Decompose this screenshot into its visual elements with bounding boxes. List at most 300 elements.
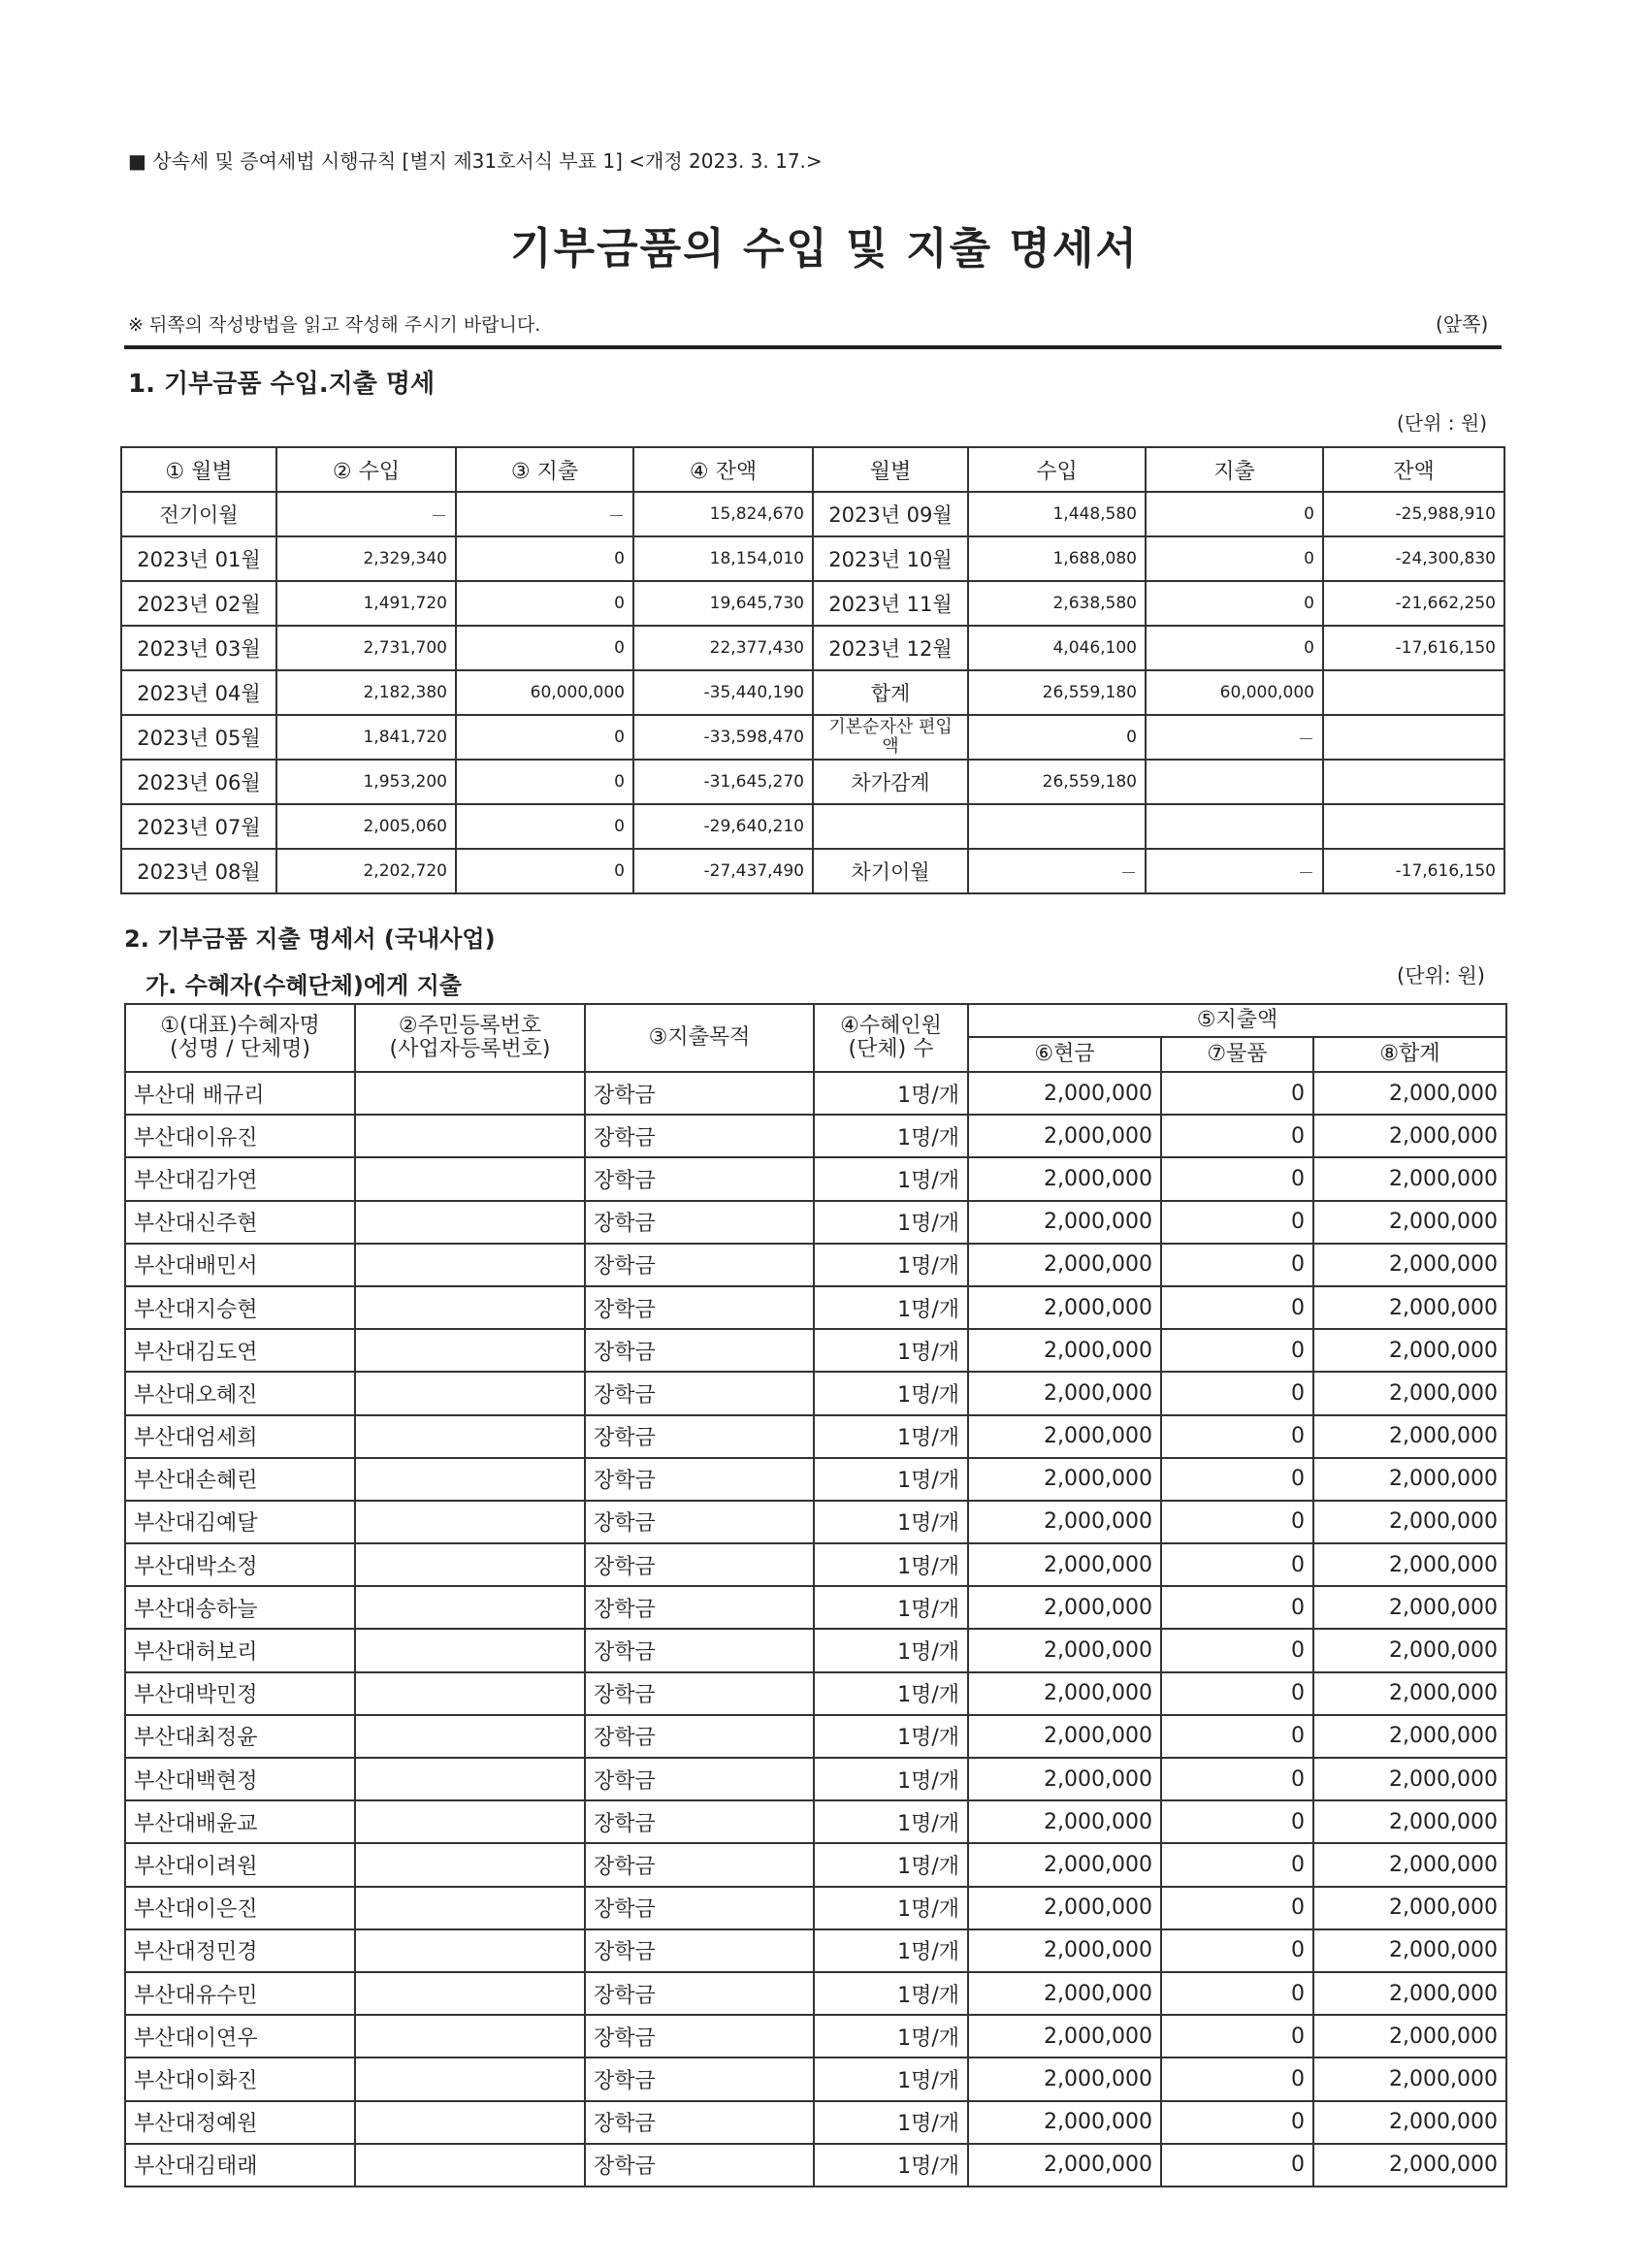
table-cell: 1명/개 [814,1758,968,1800]
table-cell: 22,377,430 [633,626,813,670]
table-row [125,1415,1506,1458]
table-row [125,1972,1506,2015]
table-cell: 2,000,000 [1313,1672,1506,1715]
table-cell: -17,616,150 [1323,626,1504,670]
table-cell: -29,640,210 [633,804,813,849]
table-cell: 장학금 [585,2101,814,2144]
table-cell: 1명/개 [814,1372,968,1414]
table-cell: 장학금 [585,1972,814,2015]
table-cell: 2,000,000 [968,1286,1161,1329]
table-cell: 2,182,380 [276,670,456,715]
table-row [125,1501,1506,1543]
table-cell: -21,662,250 [1323,581,1504,626]
table-cell [813,804,968,849]
table-cell [355,2144,585,2187]
table-cell: 2,000,000 [1313,1843,1506,1886]
table-cell [355,1543,585,1586]
table-cell: 2,000,000 [968,1972,1161,2015]
section2-title: 2. 기부금품 지출 명세서 (국내사업) [124,925,496,953]
table-cell: 2023년 03월 [121,626,276,670]
table-cell: 부산대신주현 [125,1201,355,1244]
table-cell: － [276,492,456,536]
table-cell: 장학금 [585,1115,814,1157]
table-cell: 2,000,000 [968,1929,1161,1972]
table-cell: 0 [1161,1372,1313,1414]
table-cell: 기본순자산 편입액 [813,715,968,760]
table-cell [355,1372,585,1414]
table-cell [355,1629,585,1671]
table-cell: 1명/개 [814,2101,968,2144]
table-cell: 2,000,000 [968,1543,1161,1586]
table-cell: 2,000,000 [1313,1715,1506,1758]
table-cell: 1명/개 [814,1415,968,1458]
table-cell [355,2057,585,2100]
column-header: ② 수입 [276,447,456,492]
table-cell: 0 [456,760,633,804]
table-cell: 부산대김예달 [125,1501,355,1543]
table-cell: 부산대이려원 [125,1843,355,1886]
column-header-amount: ⑤지출액 [968,1004,1506,1037]
table-cell: 60,000,000 [456,670,633,715]
table-cell: 1명/개 [814,1458,968,1501]
table-cell: 0 [1161,1929,1313,1972]
instruction-note: ※ 뒤쪽의 작성방법을 읽고 작성해 주시기 바랍니다. [128,314,541,336]
table-row [125,2144,1506,2187]
table-cell: 장학금 [585,1372,814,1414]
table-row [125,1715,1506,1758]
table-cell: 0 [1161,1329,1313,1372]
table-cell: 부산대오혜진 [125,1372,355,1414]
table-cell [1323,760,1504,804]
table-cell: 부산대손혜린 [125,1458,355,1501]
table-cell [1146,804,1323,849]
table-cell: 2,000,000 [1313,1286,1506,1329]
table-cell: 2023년 11월 [813,581,968,626]
table-row [121,626,1504,670]
table-cell [355,1972,585,2015]
table-cell: 부산대이유진 [125,1115,355,1157]
column-header: ④ 잔액 [633,447,813,492]
table-row [125,1244,1506,1286]
table-cell: 2,000,000 [968,1115,1161,1157]
table-cell: 0 [456,626,633,670]
table-cell: 1명/개 [814,2057,968,2100]
table-row [121,670,1504,715]
table-cell: 부산대이연우 [125,2015,355,2057]
table-cell: 1명/개 [814,1286,968,1329]
table-row [125,1201,1506,1244]
section2a-title: 가. 수혜자(수혜단체)에게 지출 [146,972,462,999]
column-header-recipient: ①(대표)수혜자명 (성명 / 단체명) [125,1004,355,1072]
table-cell: 0 [1161,1715,1313,1758]
table-cell: 2023년 06월 [121,760,276,804]
table-cell [355,1715,585,1758]
table-cell: 0 [1161,1586,1313,1629]
table-cell: 부산대배윤교 [125,1800,355,1843]
table-cell: 1명/개 [814,1843,968,1886]
table-cell [355,1586,585,1629]
table-cell: 1명/개 [814,1629,968,1671]
table-cell: － [1146,849,1323,893]
table-cell: 2,000,000 [1313,2144,1506,2187]
table-cell: 장학금 [585,2015,814,2057]
table-cell: 2,000,000 [1313,1329,1506,1372]
table-cell: 0 [1161,1286,1313,1329]
table-cell: 2,638,580 [968,581,1146,626]
table-cell: 0 [1161,1800,1313,1843]
table-cell: 2,000,000 [968,2015,1161,2057]
table-cell [355,2015,585,2057]
table-cell: 2023년 10월 [813,536,968,581]
table-cell: 2023년 01월 [121,536,276,581]
table-cell: － [456,492,633,536]
table-cell [355,1286,585,1329]
table-cell: 1,688,080 [968,536,1146,581]
table-row [121,581,1504,626]
table-cell: 2,202,720 [276,849,456,893]
section1-unit: (단위 : 원) [1397,411,1488,435]
recipient-expense-table [124,1003,1507,2187]
table-cell: 2,000,000 [1313,1201,1506,1244]
page-side-label: (앞쪽) [1436,312,1489,336]
table-row [125,1887,1506,1929]
table-cell: 1명/개 [814,1501,968,1543]
table-cell [1323,715,1504,760]
table-cell: 0 [1161,1501,1313,1543]
table-row [125,1286,1506,1329]
table-cell: 15,824,670 [633,492,813,536]
table-cell: 0 [456,804,633,849]
table-cell: 0 [968,715,1146,760]
table-cell: 부산대백현정 [125,1758,355,1800]
table-cell: 부산대이화진 [125,2057,355,2100]
table-cell: 19,645,730 [633,581,813,626]
table-cell: 2,000,000 [1313,1929,1506,1972]
table-cell: 2,000,000 [1313,1800,1506,1843]
table-cell: 2,000,000 [968,1800,1161,1843]
column-header: 지출 [1146,447,1323,492]
column-header-count: ④수혜인원 (단체) 수 [814,1004,968,1072]
table-row [125,1672,1506,1715]
table-cell: 4,046,100 [968,626,1146,670]
table-cell [355,1415,585,1458]
column-header-registration-number: ②주민등록번호 (사업자등록번호) [355,1004,585,1072]
table-cell: 0 [1146,492,1323,536]
table-cell: 1,448,580 [968,492,1146,536]
table-cell: 장학금 [585,1629,814,1671]
table-row [125,1157,1506,1200]
table-cell: 장학금 [585,1843,814,1886]
income-expense-table [120,446,1505,894]
column-header: ① 월별 [121,447,276,492]
table-cell: 부산대박민정 [125,1672,355,1715]
table-cell: 0 [1161,2015,1313,2057]
table-cell: 2,000,000 [1313,1972,1506,2015]
section2-unit: (단위: 원) [1397,964,1485,988]
column-header-total: ⑧합계 [1313,1037,1506,1072]
table-cell: 0 [1161,1458,1313,1501]
table-cell: -25,988,910 [1323,492,1504,536]
table-cell: 장학금 [585,1672,814,1715]
table-row [125,1329,1506,1372]
table-cell: 2,000,000 [1313,2057,1506,2100]
table-cell: 부산대엄세희 [125,1415,355,1458]
table-cell: 부산대이은진 [125,1887,355,1929]
table-cell: 2,000,000 [968,1157,1161,1200]
table-row [125,2015,1506,2057]
table-cell: 1명/개 [814,1329,968,1372]
table-cell: 2,000,000 [1313,1372,1506,1414]
table-cell: 2,000,000 [1313,1501,1506,1543]
table-cell: 2,000,000 [968,2057,1161,2100]
table-cell [355,1329,585,1372]
table-cell: 2,000,000 [1313,1458,1506,1501]
table-cell: 2,000,000 [1313,1115,1506,1157]
table-cell: 0 [1161,2101,1313,2144]
table-cell: 2,000,000 [968,1586,1161,1629]
table-cell: 1명/개 [814,1244,968,1286]
table-cell: 1명/개 [814,1887,968,1929]
column-header-goods: ⑦물품 [1161,1037,1313,1072]
table-cell: 장학금 [585,1286,814,1329]
table-cell [355,1672,585,1715]
table-cell: 2,000,000 [1313,1157,1506,1200]
table-cell: 0 [1146,536,1323,581]
table-cell: 2,000,000 [1313,2015,1506,2057]
table-cell: 부산대지승현 [125,1286,355,1329]
table-cell [355,1201,585,1244]
table-cell: 0 [1161,1887,1313,1929]
table-cell: 0 [456,536,633,581]
table-cell: 2,000,000 [968,1329,1161,1372]
table-cell: 2,000,000 [1313,1887,1506,1929]
table-cell: 장학금 [585,1329,814,1372]
table-cell: -24,300,830 [1323,536,1504,581]
table-cell: 2,000,000 [968,1501,1161,1543]
table-cell: 0 [1161,2057,1313,2100]
table-cell: 26,559,180 [968,670,1146,715]
table-cell: 부산대 배규리 [125,1072,355,1115]
table-cell: 2,000,000 [1313,1415,1506,1458]
table-cell: 부산대정민경 [125,1929,355,1972]
table-cell: 1명/개 [814,1800,968,1843]
table-cell: 0 [1161,1072,1313,1115]
table-row [121,849,1504,893]
table-cell: 2,329,340 [276,536,456,581]
table-cell: 2023년 07월 [121,804,276,849]
table-cell: 장학금 [585,1887,814,1929]
table-cell: 2023년 02월 [121,581,276,626]
table-cell: 2,000,000 [968,1458,1161,1501]
table-cell: 차기이월 [813,849,968,893]
section1-title: 1. 기부금품 수입.지출 명세 [128,370,436,399]
title-divider [124,345,1502,349]
table-cell: 2023년 09월 [813,492,968,536]
table-cell: 부산대송하늘 [125,1586,355,1629]
table-header-row [125,1004,1506,1037]
table-cell: 2,000,000 [968,1887,1161,1929]
table-row [125,1929,1506,1972]
table-header-row [121,447,1504,492]
table-cell: 2,000,000 [968,1072,1161,1115]
table-row [125,1629,1506,1671]
table-cell: 2,000,000 [1313,1543,1506,1586]
table-cell: -35,440,190 [633,670,813,715]
table-cell: 장학금 [585,1501,814,1543]
table-cell: 0 [1146,626,1323,670]
table-cell: 1명/개 [814,1672,968,1715]
table-cell: － [1146,715,1323,760]
table-cell: -33,598,470 [633,715,813,760]
table-cell: 0 [1161,1415,1313,1458]
table-cell: 2,000,000 [1313,1586,1506,1629]
table-row [125,1115,1506,1157]
table-cell: 2,000,000 [968,1672,1161,1715]
table-cell: 전기이월 [121,492,276,536]
table-cell: 0 [1161,1115,1313,1157]
table-cell: 장학금 [585,1415,814,1458]
table-cell: 2,000,000 [1313,1072,1506,1115]
table-cell: 1명/개 [814,1715,968,1758]
table-cell: -31,645,270 [633,760,813,804]
table-cell [1323,670,1504,715]
table-cell: 2,000,000 [968,1372,1161,1414]
table-row [121,492,1504,536]
table-cell [355,1501,585,1543]
table-cell [355,1458,585,1501]
table-cell: 18,154,010 [633,536,813,581]
column-header-cash: ⑥현금 [968,1037,1161,1072]
table-row [125,1758,1506,1800]
table-cell: 2,000,000 [968,1843,1161,1886]
table-cell: 장학금 [585,1929,814,1972]
form-reference-note: ■ 상속세 및 증여세법 시행규칙 [별지 제31호서식 부표 1] <개정 2023. 3. 17.> [128,149,823,173]
table-row [125,1543,1506,1586]
table-cell: 2,000,000 [968,2101,1161,2144]
table-cell [355,1800,585,1843]
table-cell [355,1072,585,1115]
table-cell: 0 [1161,1543,1313,1586]
table-cell: 장학금 [585,1586,814,1629]
table-cell: 2,731,700 [276,626,456,670]
table-row [125,1458,1506,1501]
table-cell: 부산대김태래 [125,2144,355,2187]
table-cell: 0 [456,715,633,760]
table-cell [355,1843,585,1886]
table-cell: 장학금 [585,1072,814,1115]
table-cell: 0 [1161,1244,1313,1286]
table-cell: 차가감계 [813,760,968,804]
table-cell [1146,760,1323,804]
table-cell: 2,000,000 [968,1629,1161,1671]
table-cell [355,1758,585,1800]
column-header: 월별 [813,447,968,492]
table-cell: 0 [1161,1157,1313,1200]
table-cell [355,2101,585,2144]
table-cell: 1명/개 [814,1543,968,1586]
table-cell: 60,000,000 [1146,670,1323,715]
table-cell: 1명/개 [814,2015,968,2057]
table-cell [355,1887,585,1929]
table-cell: 2,000,000 [968,1758,1161,1800]
table-cell: 장학금 [585,1458,814,1501]
table-cell: 장학금 [585,1244,814,1286]
table-cell [355,1929,585,1972]
table-cell: 부산대유수민 [125,1972,355,2015]
table-cell: 부산대김가연 [125,1157,355,1200]
table-cell [968,804,1146,849]
table-cell: 2,000,000 [1313,1244,1506,1286]
table-row [121,760,1504,804]
column-header: 수입 [968,447,1146,492]
table-cell: 2,005,060 [276,804,456,849]
table-cell: -17,616,150 [1323,849,1504,893]
table-cell: 1명/개 [814,1157,968,1200]
table-cell: 0 [456,849,633,893]
table-cell [1323,804,1504,849]
table-cell: 2023년 04월 [121,670,276,715]
table-cell: 1명/개 [814,1072,968,1115]
table-cell: 1명/개 [814,1972,968,2015]
table-cell: 0 [1146,581,1323,626]
table-cell [355,1244,585,1286]
table-cell: 장학금 [585,1800,814,1843]
table-cell: 2,000,000 [1313,1629,1506,1671]
table-cell: 0 [1161,1672,1313,1715]
table-cell [355,1157,585,1200]
table-cell: 부산대박소정 [125,1543,355,1586]
table-cell: 장학금 [585,1758,814,1800]
table-cell: 부산대정예원 [125,2101,355,2144]
table-cell: 1,953,200 [276,760,456,804]
column-header: 잔액 [1323,447,1504,492]
table-cell: － [968,849,1146,893]
table-cell: 0 [1161,1843,1313,1886]
table-cell: 0 [1161,1758,1313,1800]
table-cell: 장학금 [585,1201,814,1244]
table-row [125,1843,1506,1886]
table-cell: 부산대최정윤 [125,1715,355,1758]
table-cell: 2,000,000 [968,1715,1161,1758]
table-cell: 장학금 [585,2144,814,2187]
table-row [125,2057,1506,2100]
table-cell: 장학금 [585,1543,814,1586]
document-title: 기부금품의 수입 및 지출 명세서 [510,224,1139,274]
table-cell: -27,437,490 [633,849,813,893]
table-cell: 1명/개 [814,1115,968,1157]
table-cell: 2,000,000 [968,1244,1161,1286]
table-cell: 부산대허보리 [125,1629,355,1671]
table-cell: 1,841,720 [276,715,456,760]
table-cell: 1,491,720 [276,581,456,626]
table-row [125,1372,1506,1414]
column-header: ③ 지출 [456,447,633,492]
table-cell: 2,000,000 [968,1415,1161,1458]
table-cell: 26,559,180 [968,760,1146,804]
table-cell: 장학금 [585,2057,814,2100]
table-row [121,536,1504,581]
table-cell: 1명/개 [814,1201,968,1244]
table-cell: 2023년 05월 [121,715,276,760]
table-cell: 2023년 12월 [813,626,968,670]
table-row [125,1586,1506,1629]
table-row [121,715,1504,760]
table-cell: 0 [1161,1201,1313,1244]
table-cell: 0 [1161,1972,1313,2015]
table-cell: 2,000,000 [1313,1758,1506,1800]
table-cell: 0 [456,581,633,626]
table-cell: 장학금 [585,1715,814,1758]
